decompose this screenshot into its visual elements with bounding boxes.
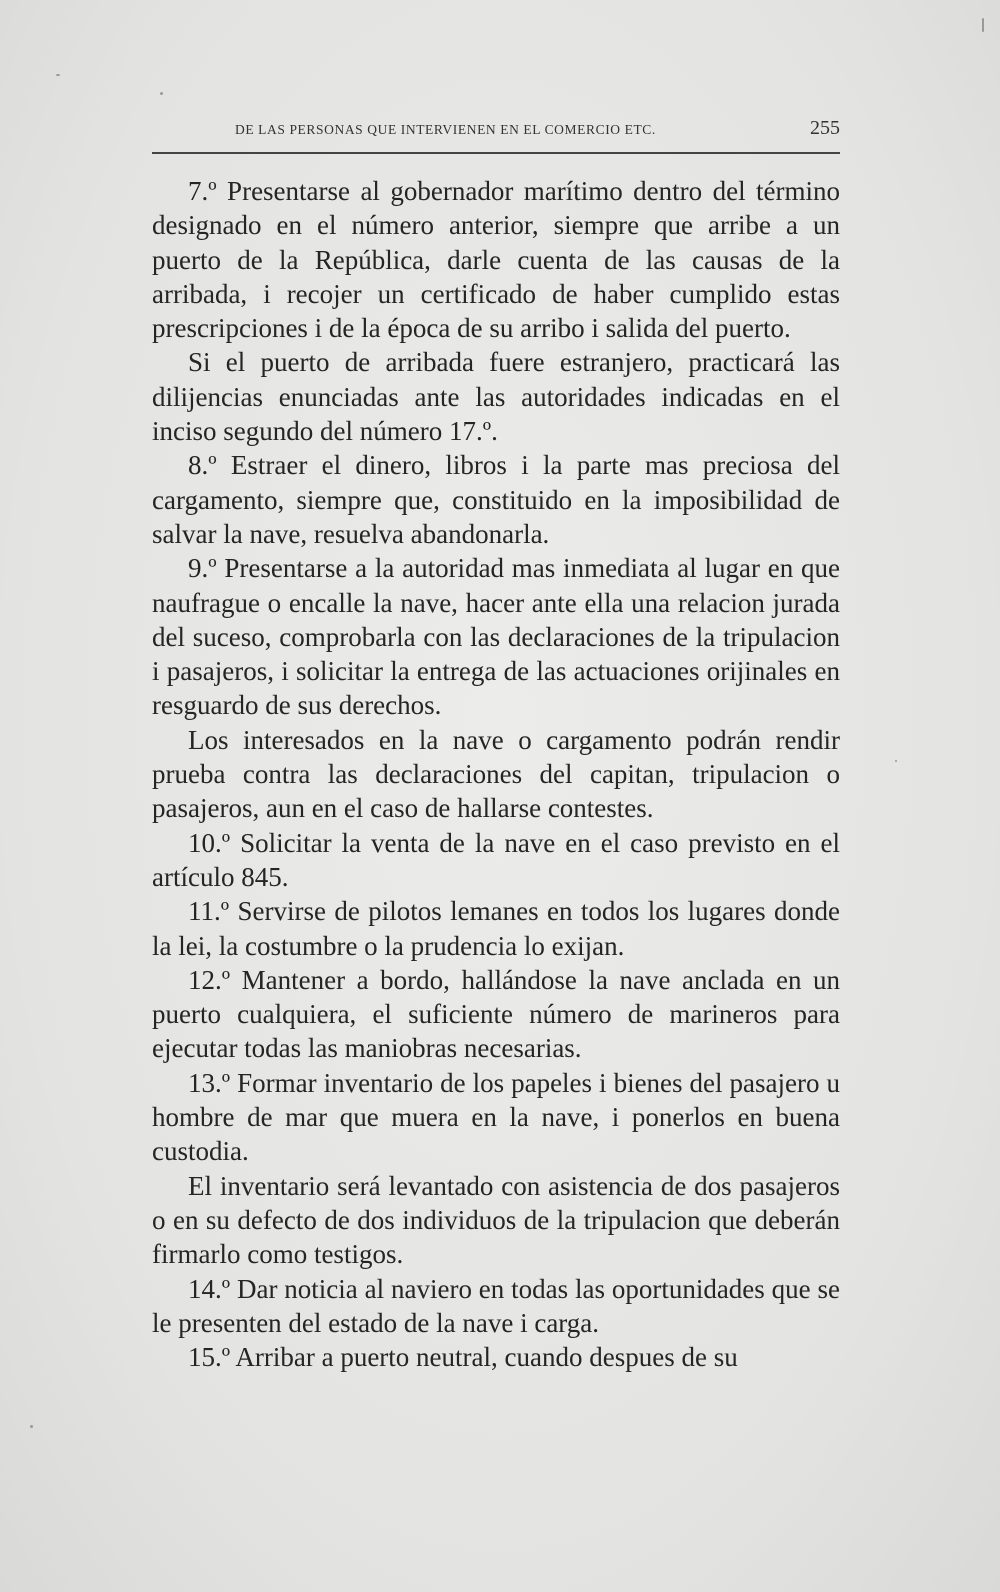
scan-speck bbox=[56, 74, 60, 76]
paragraph-7: 7.º Presentarse al gobernador marítimo dentro del término designado en el número anterior, siempre que arribe a un puerto de la República, darle cuenta de las causas de la arribada, i recojer un certificado de haber cumplido estas prescripciones i de la época de su arribo i salida del puerto. bbox=[152, 176, 840, 344]
paragraph-11: 11.º Servirse de pilotos lemanes en todos los lugares donde la lei, la costumbre o la prudencia lo exijan. bbox=[152, 896, 840, 961]
paragraph-13: 13.º Formar inventario de los papeles i bienes del pasajero u hombre de mar que muera en la nave, i ponerlos en buena custodia. bbox=[152, 1067, 840, 1167]
paragraph-10: 10.º Solicitar la venta de la nave en el caso previsto en el artículo 845. bbox=[152, 827, 840, 892]
paragraph-14: 14.º Dar noticia al naviero en todas las oportunidades que se le presenten del estado de la nave i carga. bbox=[152, 1273, 840, 1338]
scan-speck bbox=[895, 760, 897, 762]
paragraph-9-interested-parties: Los interesados en la nave o cargamento podrán rendir prueba contra las declaraciones del capitan, tripulacion o pasajeros, aun en el caso de hallarse contestes. bbox=[152, 724, 840, 824]
paragraph-13-inventory: El inventario será levantado con asistencia de dos pasajeros o en su defecto de dos individuos de la tripulacion que deberán firmarlo como testigos. bbox=[152, 1170, 840, 1270]
paragraph-8: 8.º Estraer el dinero, libros i la parte mas preciosa del cargamento, siempre que, constituido en la imposibilidad de salvar la nave, resuelva abandonarla. bbox=[152, 450, 840, 549]
body-text bbox=[152, 174, 840, 1374]
scan-speck bbox=[982, 18, 984, 32]
running-head: DE LAS PERSONAS QUE INTERVIENEN EN EL COMERCIO ETC. bbox=[235, 122, 656, 137]
paragraph-9: 9.º Presentarse a la autoridad mas inmediata al lugar en que naufrague o encalle la nave, hacer ante ella una relacion jurada del suceso, comprobarla con las declaraciones de la tripulacion i pasajeros, i solicitar la entrega de las actuaciones orijinales en resguardo de sus derechos. bbox=[152, 553, 840, 721]
page-header bbox=[152, 116, 840, 154]
paragraph-7-foreign-port: Si el puerto de arribada fuere estranjero, practicará las dilijencias enunciadas ante las autoridades indicadas en el inciso segundo del número 17.º. bbox=[152, 347, 840, 447]
scan-speck bbox=[160, 92, 163, 95]
page-number: 255 bbox=[810, 117, 840, 139]
paragraph-12: 12.º Mantener a bordo, hallándose la nave anclada en un puerto cualquiera, el suficiente número de marineros para ejecutar todas las maniobras necesarias. bbox=[152, 964, 840, 1064]
scan-speck bbox=[30, 1425, 33, 1428]
paragraph-15: 15.º Arribar a puerto neutral, cuando despues de su bbox=[188, 1342, 738, 1373]
